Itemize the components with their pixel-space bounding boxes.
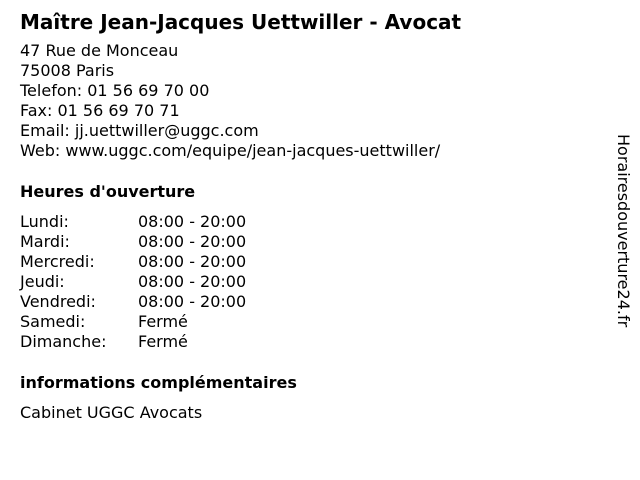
hours-time: 08:00 - 20:00: [138, 232, 247, 251]
hours-time: Fermé: [138, 332, 188, 351]
hours-row: [20, 232, 600, 252]
hours-day: Lundi:: [20, 212, 69, 231]
hours-row: [20, 212, 600, 232]
hours-row: [20, 292, 600, 312]
hours-time: 08:00 - 20:00: [138, 292, 247, 311]
address-city: 75008 Paris: [20, 61, 115, 80]
hours-row: [20, 252, 600, 272]
hours-day: Samedi:: [20, 312, 86, 331]
hours-row: [20, 332, 600, 352]
hours-time: Fermé: [138, 312, 188, 331]
business-card: [20, 9, 600, 423]
page-title: Maître Jean-Jacques Uettwiller - Avocat: [20, 10, 462, 34]
web-text: Web: www.uggc.com/equipe/jean-jacques-uettwiller/: [20, 141, 441, 160]
extra-info-text: Cabinet UGGC Avocats: [20, 403, 203, 422]
hours-time: 08:00 - 20:00: [138, 252, 247, 271]
email-text: Email: jj.uettwiller@uggc.com: [20, 121, 259, 140]
hours-time: 08:00 - 20:00: [138, 212, 247, 231]
hours-row: [20, 272, 600, 292]
address-street: 47 Rue de Monceau: [20, 41, 179, 60]
extra-info-heading: informations complémentaires: [20, 373, 297, 392]
hours-table: [20, 212, 600, 352]
hours-row: [20, 312, 600, 332]
hours-heading: Heures d'ouverture: [20, 182, 196, 201]
fax-text: Fax: 01 56 69 70 71: [20, 101, 180, 120]
brand-watermark: Horairesdouverture24.fr: [614, 134, 633, 328]
hours-day: Mardi:: [20, 232, 70, 251]
hours-day: Jeudi:: [20, 272, 65, 291]
hours-day: Mercredi:: [20, 252, 95, 271]
address-block: [20, 41, 600, 161]
hours-day: Dimanche:: [20, 332, 107, 351]
hours-time: 08:00 - 20:00: [138, 272, 247, 291]
hours-day: Vendredi:: [20, 292, 96, 311]
phone-text: Telefon: 01 56 69 70 00: [20, 81, 210, 100]
